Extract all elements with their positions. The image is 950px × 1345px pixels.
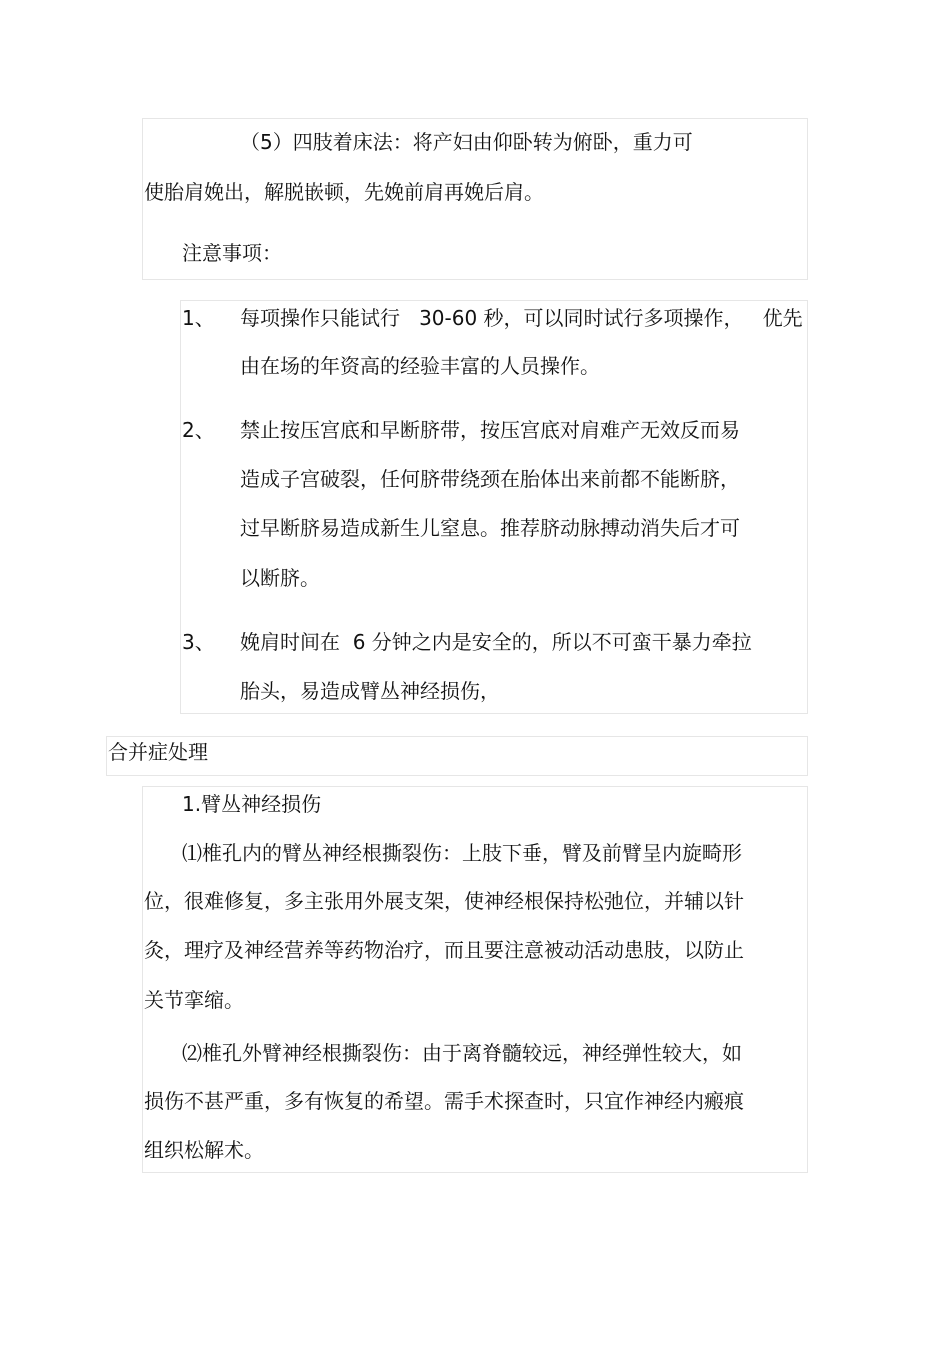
- list-item-number: 3、: [182, 630, 215, 654]
- list-item-line: 由在场的年资高的经验丰富的人员操作。: [240, 354, 600, 378]
- paragraph-line: 灸，理疗及神经营养等药物治疗，而且要注意被动活动患肢，以防止: [144, 938, 744, 962]
- list-item-line: 以断脐。: [240, 566, 320, 590]
- section-heading: 合并症处理: [108, 740, 208, 764]
- list-item-line: 过早断脐易造成新生儿窒息。推荐脐动脉搏动消失后才可: [240, 516, 740, 540]
- paragraph-line: 组织松解术。: [144, 1138, 264, 1162]
- paragraph-line: （5）四肢着床法：将产妇由仰卧转为俯卧，重力可: [240, 130, 693, 154]
- list-item-line: 娩肩时间在 6 分钟之内是安全的，所以不可蛮干暴力牵拉: [240, 630, 752, 654]
- notes-heading: 注意事项：: [182, 241, 282, 265]
- list-item-line: 胎头，易造成臂丛神经损伤，: [240, 679, 500, 703]
- paragraph-line: 损伤不甚严重，多有恢复的希望。需手术探查时，只宜作神经内瘢痕: [144, 1089, 744, 1113]
- sub-heading: 1.臂丛神经损伤: [182, 792, 322, 816]
- list-item-line: 禁止按压宫底和早断脐带，按压宫底对肩难产无效反而易: [240, 418, 740, 442]
- list-item-number: 1、: [182, 306, 215, 330]
- paragraph-line: ⑴椎孔内的臂丛神经根撕裂伤：上肢下垂，臂及前臂呈内旋畸形: [182, 841, 742, 865]
- paragraph-line: 关节挛缩。: [144, 988, 244, 1012]
- list-item-number: 2、: [182, 418, 215, 442]
- list-item-line: 造成子宫破裂，任何脐带绕颈在胎体出来前都不能断脐，: [240, 467, 740, 491]
- heading-border: [106, 736, 808, 776]
- list-item-line: 每项操作只能试行 30-60 秒，可以同时试行多项操作， 优先: [240, 306, 803, 330]
- paragraph-line: 位，很难修复，多主张用外展支架，使神经根保持松弛位，并辅以针: [144, 889, 744, 913]
- paragraph-line: ⑵椎孔外臂神经根撕裂伤：由于离脊髓较远，神经弹性较大，如: [182, 1041, 742, 1065]
- paragraph-line: 使胎肩娩出，解脱嵌顿，先娩前肩再娩后肩。: [144, 180, 544, 204]
